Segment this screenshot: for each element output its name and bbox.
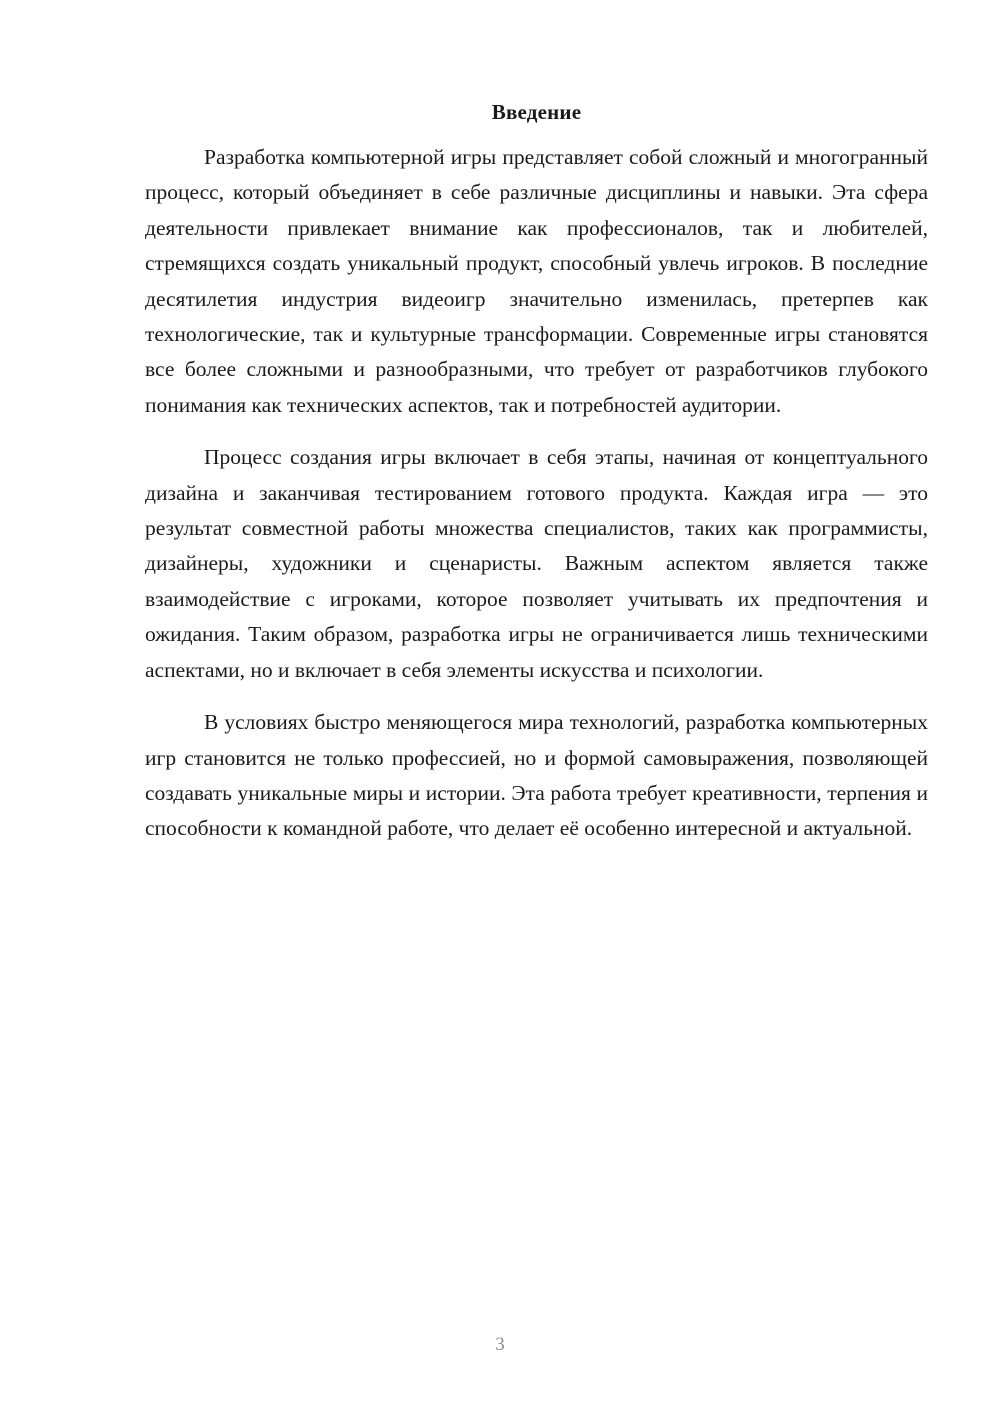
paragraph-1: Разработка компьютерной игры представляет собой сложный и многогранный процесс, который объединяет в себе различные дисциплины и навыки. Эта сфера деятельности привлекает внимание как профессионалов, так и любителей, стремящихся создать уникальный продукт, способный увлечь игроков. В последние десятилетия индустрия видеоигр значительно изменилась, претерпев как технологические, так и культурные трансформации. Современные игры становятся все более сложными и разнообразными, что требует от разработчиков глубокого понимания как технических аспектов, так и потребностей аудитории.	[145, 145, 928, 417]
page-content	[145, 98, 928, 864]
section-title: Введение	[491, 100, 582, 124]
paragraph-3: В условиях быстро меняющегося мира технологий, разработка компьютерных игр становится не только профессией, но и формой самовыражения, позволяющей создавать уникальные миры и истории. Эта работа требует креативности, терпения и способности к командной работе, что делает её особенно интересной и актуальной.	[145, 710, 928, 841]
paragraph-2: Процесс создания игры включает в себя этапы, начиная от концептуального дизайна и заканчивая тестированием готового продукта. Каждая игра — это результат совместной работы множества специалистов, таких как программисты, дизайнеры, художники и сценаристы. Важным аспектом является также взаимодействие с игроками, которое позволяет учитывать их предпочтения и ожидания. Таким образом, разработка игры не ограничивается лишь техническими аспектами, но и включает в себя элементы искусства и психологии.	[145, 445, 928, 682]
page-number: 3	[495, 1334, 505, 1355]
